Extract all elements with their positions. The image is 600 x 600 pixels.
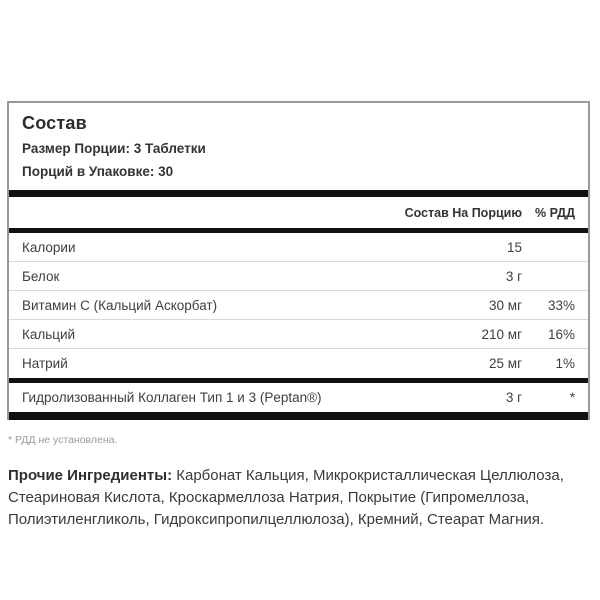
serving-size-line bbox=[22, 141, 574, 157]
ingredient-name: Витамин C (Кальций Аскорбат) bbox=[22, 297, 218, 313]
serving-size-value: 3 Таблетки bbox=[133, 141, 206, 156]
ingredient-name: Гидролизованный Коллаген Тип 1 и 3 (Peptan®) bbox=[22, 390, 322, 405]
rdd-footnote: * РДД не установлена. bbox=[8, 434, 118, 446]
other-ingredients-text: Карбонат Кальция, Микрокристаллическая Целлюлоза, bbox=[176, 467, 564, 484]
thick-divider-top bbox=[9, 190, 588, 197]
servings-per-container-line bbox=[22, 164, 574, 180]
ingredient-name: Натрий bbox=[22, 356, 68, 371]
other-ingredients-paragraph bbox=[8, 465, 590, 531]
column-header-dv: % РДД bbox=[535, 205, 575, 220]
panel-header bbox=[9, 103, 588, 190]
ingredient-amount: 30 мг bbox=[489, 297, 522, 313]
table-row-sodium bbox=[9, 349, 588, 378]
ingredient-name: Калории bbox=[22, 239, 76, 255]
other-ingredients-line-2: Стеариновая Кислота, Кроскармеллоза Натрия, Покрытие (Гипромеллоза, bbox=[8, 489, 530, 506]
table-row-calcium bbox=[9, 320, 588, 349]
table-row-calories bbox=[9, 233, 588, 262]
table-row-collagen bbox=[9, 383, 588, 412]
ingredient-name: Белок bbox=[22, 268, 60, 284]
panel-title: Состав bbox=[22, 113, 87, 133]
ingredient-amount: 210 мг bbox=[481, 326, 522, 342]
thick-divider-bottom bbox=[9, 412, 588, 420]
ingredient-dv: 1% bbox=[555, 356, 575, 371]
label-content bbox=[7, 101, 590, 531]
other-ingredients-line-3: Полиэтиленгликоль, Гидроксипропилцеллюлоза), Кремний, Стеарат Магния. bbox=[8, 511, 545, 528]
ingredient-dv: * bbox=[569, 390, 575, 405]
table-row-protein bbox=[9, 262, 588, 291]
ingredient-name: Кальций bbox=[22, 326, 76, 342]
other-ingredients-label: Прочие Ингредиенты: bbox=[8, 467, 173, 484]
ingredient-amount: 3 г bbox=[505, 390, 522, 405]
ingredient-amount: 3 г bbox=[505, 268, 522, 284]
ingredient-dv: 33% bbox=[547, 297, 575, 313]
ingredient-dv: 16% bbox=[547, 326, 575, 342]
ingredient-amount: 25 мг bbox=[489, 356, 522, 371]
supplement-facts-panel bbox=[7, 101, 590, 420]
table-row-vitamin-c bbox=[9, 291, 588, 320]
serving-size-label: Размер Порции: bbox=[22, 141, 130, 156]
servings-per-container-label: Порций в Упаковке: bbox=[22, 164, 155, 179]
column-header-amount: Состав На Порцию bbox=[404, 205, 522, 220]
table-header-row bbox=[9, 197, 588, 228]
ingredient-amount: 15 bbox=[506, 239, 522, 255]
servings-per-container-value: 30 bbox=[158, 164, 174, 179]
other-ingredients-line-1 bbox=[8, 465, 590, 487]
